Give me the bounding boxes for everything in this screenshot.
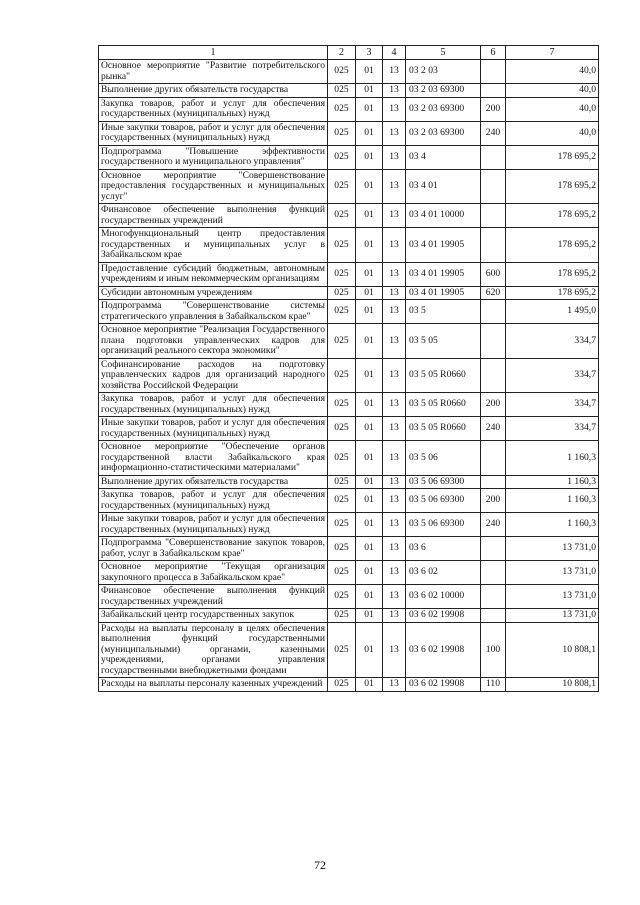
cell-subsection: 13 — [383, 417, 406, 441]
table-row — [99, 609, 599, 623]
cell-name: Многофункциональный центр предоставления государственных и муниципальных услуг в Забайкальском крае — [99, 228, 328, 263]
cell-expense-type — [481, 609, 506, 623]
table-row — [99, 475, 599, 489]
cell-section: 01 — [356, 286, 383, 300]
cell-expense-type — [481, 358, 506, 393]
cell-section: 01 — [356, 622, 383, 678]
cell-amount: 13 731,0 — [506, 609, 599, 623]
cell-section: 01 — [356, 417, 383, 441]
cell-expense-type — [481, 475, 506, 489]
cell-section: 01 — [356, 84, 383, 98]
cell-target-article: 03 5 06 69300 — [406, 489, 481, 513]
cell-name: Основное мероприятие "Текущая организация закупочного процесса в Забайкальском крае" — [99, 561, 328, 585]
cell-section: 01 — [356, 228, 383, 263]
cell-amount: 1 160,3 — [506, 441, 599, 476]
cell-amount: 13 731,0 — [506, 537, 599, 561]
cell-ministry-code: 025 — [328, 97, 356, 121]
table-row — [99, 97, 599, 121]
cell-ministry-code: 025 — [328, 145, 356, 169]
cell-subsection: 13 — [383, 489, 406, 513]
table-row — [99, 561, 599, 585]
cell-subsection: 13 — [383, 262, 406, 286]
table-row — [99, 324, 599, 359]
cell-expense-type — [481, 204, 506, 228]
header-col-2: 2 — [328, 46, 356, 60]
cell-name: Забайкальский центр государственных закупок — [99, 609, 328, 623]
cell-target-article: 03 2 03 69300 — [406, 97, 481, 121]
cell-ministry-code: 025 — [328, 489, 356, 513]
cell-target-article: 03 5 05 R0660 — [406, 358, 481, 393]
cell-section: 01 — [356, 441, 383, 476]
cell-amount: 1 495,0 — [506, 300, 599, 324]
cell-subsection: 13 — [383, 84, 406, 98]
cell-section: 01 — [356, 300, 383, 324]
cell-ministry-code: 025 — [328, 622, 356, 678]
cell-amount: 40,0 — [506, 97, 599, 121]
cell-ministry-code: 025 — [328, 678, 356, 692]
table-row — [99, 169, 599, 204]
cell-section: 01 — [356, 513, 383, 537]
table-row — [99, 678, 599, 692]
cell-name: Закупка товаров, работ и услуг для обеспечения государственных (муниципальных) нужд — [99, 489, 328, 513]
cell-amount: 334,7 — [506, 324, 599, 359]
cell-section: 01 — [356, 358, 383, 393]
cell-subsection: 13 — [383, 324, 406, 359]
cell-subsection: 13 — [383, 441, 406, 476]
cell-expense-type — [481, 585, 506, 609]
cell-section: 01 — [356, 97, 383, 121]
cell-target-article: 03 5 06 69300 — [406, 513, 481, 537]
cell-target-article: 03 5 05 R0660 — [406, 417, 481, 441]
table-body — [99, 60, 599, 692]
header-col-1: 1 — [99, 46, 328, 60]
cell-subsection: 13 — [383, 228, 406, 263]
table-row — [99, 622, 599, 678]
table-row — [99, 145, 599, 169]
cell-ministry-code: 025 — [328, 475, 356, 489]
cell-expense-type — [481, 561, 506, 585]
cell-name: Основное мероприятие "Реализация Государственного плана подготовки управленческих кадров для организаций реального сектора экономики" — [99, 324, 328, 359]
cell-section: 01 — [356, 609, 383, 623]
cell-expense-type: 110 — [481, 678, 506, 692]
cell-target-article: 03 6 — [406, 537, 481, 561]
cell-section: 01 — [356, 585, 383, 609]
cell-amount: 10 808,1 — [506, 678, 599, 692]
cell-ministry-code: 025 — [328, 393, 356, 417]
table-header-row — [99, 46, 599, 60]
cell-amount: 40,0 — [506, 84, 599, 98]
cell-expense-type: 240 — [481, 121, 506, 145]
cell-expense-type: 240 — [481, 513, 506, 537]
table-row — [99, 204, 599, 228]
cell-target-article: 03 5 05 R0660 — [406, 393, 481, 417]
cell-target-article: 03 5 06 — [406, 441, 481, 476]
cell-ministry-code: 025 — [328, 204, 356, 228]
cell-name: Закупка товаров, работ и услуг для обеспечения государственных (муниципальных) нужд — [99, 393, 328, 417]
cell-subsection: 13 — [383, 145, 406, 169]
cell-target-article: 03 4 01 19905 — [406, 228, 481, 263]
cell-name: Расходы на выплаты персоналу казенных учреждений — [99, 678, 328, 692]
cell-ministry-code: 025 — [328, 286, 356, 300]
cell-expense-type — [481, 537, 506, 561]
cell-target-article: 03 4 01 19905 — [406, 286, 481, 300]
table-row — [99, 441, 599, 476]
cell-amount: 178 695,2 — [506, 145, 599, 169]
cell-subsection: 13 — [383, 537, 406, 561]
cell-name: Иные закупки товаров, работ и услуг для обеспечения государственных (муниципальных) нужд — [99, 513, 328, 537]
table-row — [99, 84, 599, 98]
header-col-3: 3 — [356, 46, 383, 60]
table-row — [99, 60, 599, 84]
cell-expense-type: 240 — [481, 417, 506, 441]
cell-expense-type — [481, 84, 506, 98]
cell-subsection: 13 — [383, 358, 406, 393]
cell-subsection: 13 — [383, 169, 406, 204]
cell-name: Иные закупки товаров, работ и услуг для обеспечения государственных (муниципальных) нужд — [99, 417, 328, 441]
cell-expense-type — [481, 60, 506, 84]
cell-ministry-code: 025 — [328, 358, 356, 393]
cell-target-article: 03 6 02 — [406, 561, 481, 585]
cell-name: Предоставление субсидий бюджетным, автономным учреждениям и иным некоммерческим организациям — [99, 262, 328, 286]
cell-target-article: 03 5 06 69300 — [406, 475, 481, 489]
cell-target-article: 03 5 05 — [406, 324, 481, 359]
cell-subsection: 13 — [383, 561, 406, 585]
cell-name: Подпрограмма "Совершенствование закупок товаров, работ, услуг в Забайкальском крае" — [99, 537, 328, 561]
cell-ministry-code: 025 — [328, 262, 356, 286]
cell-expense-type: 200 — [481, 393, 506, 417]
cell-name: Выполнение других обязательств государства — [99, 84, 328, 98]
cell-target-article: 03 6 02 19908 — [406, 609, 481, 623]
cell-subsection: 13 — [383, 609, 406, 623]
cell-section: 01 — [356, 60, 383, 84]
cell-target-article: 03 6 02 19908 — [406, 678, 481, 692]
cell-amount: 10 808,1 — [506, 622, 599, 678]
cell-subsection: 13 — [383, 475, 406, 489]
cell-target-article: 03 4 01 10000 — [406, 204, 481, 228]
table-row — [99, 489, 599, 513]
cell-amount: 1 160,3 — [506, 513, 599, 537]
cell-expense-type — [481, 228, 506, 263]
cell-name: Субсидии автономным учреждениям — [99, 286, 328, 300]
cell-amount: 178 695,2 — [506, 262, 599, 286]
table-row — [99, 228, 599, 263]
cell-ministry-code: 025 — [328, 84, 356, 98]
cell-expense-type — [481, 324, 506, 359]
cell-amount: 334,7 — [506, 358, 599, 393]
cell-target-article: 03 4 01 19905 — [406, 262, 481, 286]
cell-subsection: 13 — [383, 121, 406, 145]
cell-target-article: 03 4 — [406, 145, 481, 169]
cell-name: Выполнение других обязательств государства — [99, 475, 328, 489]
cell-name: Основное мероприятие "Развитие потребительского рынка" — [99, 60, 328, 84]
cell-target-article: 03 6 02 10000 — [406, 585, 481, 609]
cell-subsection: 13 — [383, 60, 406, 84]
cell-name: Финансовое обеспечение выполнения функций государственных учреждений — [99, 204, 328, 228]
cell-ministry-code: 025 — [328, 561, 356, 585]
cell-name: Иные закупки товаров, работ и услуг для обеспечения государственных (муниципальных) нужд — [99, 121, 328, 145]
cell-amount: 13 731,0 — [506, 585, 599, 609]
cell-section: 01 — [356, 561, 383, 585]
cell-ministry-code: 025 — [328, 169, 356, 204]
header-col-7: 7 — [506, 46, 599, 60]
cell-expense-type — [481, 441, 506, 476]
cell-amount: 13 731,0 — [506, 561, 599, 585]
cell-section: 01 — [356, 204, 383, 228]
cell-expense-type — [481, 145, 506, 169]
cell-ministry-code: 025 — [328, 300, 356, 324]
cell-subsection: 13 — [383, 622, 406, 678]
cell-amount: 1 160,3 — [506, 475, 599, 489]
cell-subsection: 13 — [383, 97, 406, 121]
cell-section: 01 — [356, 262, 383, 286]
cell-amount: 40,0 — [506, 60, 599, 84]
cell-target-article: 03 2 03 — [406, 60, 481, 84]
table-row — [99, 121, 599, 145]
cell-ministry-code: 025 — [328, 609, 356, 623]
cell-expense-type — [481, 300, 506, 324]
cell-ministry-code: 025 — [328, 513, 356, 537]
header-col-6: 6 — [481, 46, 506, 60]
cell-target-article: 03 6 02 19908 — [406, 622, 481, 678]
cell-name: Закупка товаров, работ и услуг для обеспечения государственных (муниципальных) нужд — [99, 97, 328, 121]
cell-section: 01 — [356, 537, 383, 561]
cell-target-article: 03 2 03 69300 — [406, 84, 481, 98]
cell-name: Софинансирование расходов на подготовку управленческих кадров для организаций народного хозяйства Российской Федерации — [99, 358, 328, 393]
cell-amount: 178 695,2 — [506, 169, 599, 204]
table-row — [99, 417, 599, 441]
cell-ministry-code: 025 — [328, 537, 356, 561]
cell-subsection: 13 — [383, 678, 406, 692]
cell-section: 01 — [356, 475, 383, 489]
cell-subsection: 13 — [383, 513, 406, 537]
cell-name: Финансовое обеспечение выполнения функций государственных учреждений — [99, 585, 328, 609]
cell-section: 01 — [356, 393, 383, 417]
cell-ministry-code: 025 — [328, 228, 356, 263]
cell-ministry-code: 025 — [328, 441, 356, 476]
cell-amount: 334,7 — [506, 417, 599, 441]
cell-amount: 40,0 — [506, 121, 599, 145]
cell-name: Основное мероприятие "Совершенствование предоставления государственных и муниципальных услуг" — [99, 169, 328, 204]
cell-amount: 178 695,2 — [506, 228, 599, 263]
cell-ministry-code: 025 — [328, 60, 356, 84]
cell-section: 01 — [356, 489, 383, 513]
cell-target-article: 03 5 — [406, 300, 481, 324]
cell-expense-type: 200 — [481, 489, 506, 513]
table-row — [99, 358, 599, 393]
table-row — [99, 286, 599, 300]
cell-amount: 1 160,3 — [506, 489, 599, 513]
table-row — [99, 300, 599, 324]
cell-subsection: 13 — [383, 585, 406, 609]
budget-table — [98, 45, 599, 692]
cell-section: 01 — [356, 324, 383, 359]
cell-expense-type — [481, 169, 506, 204]
cell-expense-type: 600 — [481, 262, 506, 286]
cell-amount: 178 695,2 — [506, 204, 599, 228]
cell-section: 01 — [356, 145, 383, 169]
cell-expense-type: 620 — [481, 286, 506, 300]
cell-subsection: 13 — [383, 204, 406, 228]
header-col-4: 4 — [383, 46, 406, 60]
table-row — [99, 393, 599, 417]
cell-expense-type: 200 — [481, 97, 506, 121]
cell-subsection: 13 — [383, 300, 406, 324]
cell-ministry-code: 025 — [328, 121, 356, 145]
cell-section: 01 — [356, 678, 383, 692]
cell-section: 01 — [356, 121, 383, 145]
page-number: 72 — [314, 858, 326, 872]
cell-amount: 178 695,2 — [506, 286, 599, 300]
cell-target-article: 03 2 03 69300 — [406, 121, 481, 145]
table-row — [99, 537, 599, 561]
cell-name: Подпрограмма "Повышение эффективности государственного и муниципального управления" — [99, 145, 328, 169]
cell-name: Расходы на выплаты персоналу в целях обеспечения выполнения функций государственными (муниципальными) органами, казенными учреждениями, органами управления государственными внебюджетными фондами — [99, 622, 328, 678]
cell-amount: 334,7 — [506, 393, 599, 417]
cell-ministry-code: 025 — [328, 324, 356, 359]
table-row — [99, 513, 599, 537]
cell-target-article: 03 4 01 — [406, 169, 481, 204]
cell-name: Подпрограмма "Совершенствование системы стратегического управления в Забайкальском крае" — [99, 300, 328, 324]
budget-table-page — [98, 45, 598, 692]
cell-expense-type: 100 — [481, 622, 506, 678]
cell-subsection: 13 — [383, 393, 406, 417]
header-col-5: 5 — [406, 46, 481, 60]
cell-name: Основное мероприятие "Обеспечение органов государственной власти Забайкальского края информационно-статистическими материалами" — [99, 441, 328, 476]
cell-ministry-code: 025 — [328, 585, 356, 609]
table-row — [99, 262, 599, 286]
cell-ministry-code: 025 — [328, 417, 356, 441]
cell-section: 01 — [356, 169, 383, 204]
table-row — [99, 585, 599, 609]
cell-subsection: 13 — [383, 286, 406, 300]
